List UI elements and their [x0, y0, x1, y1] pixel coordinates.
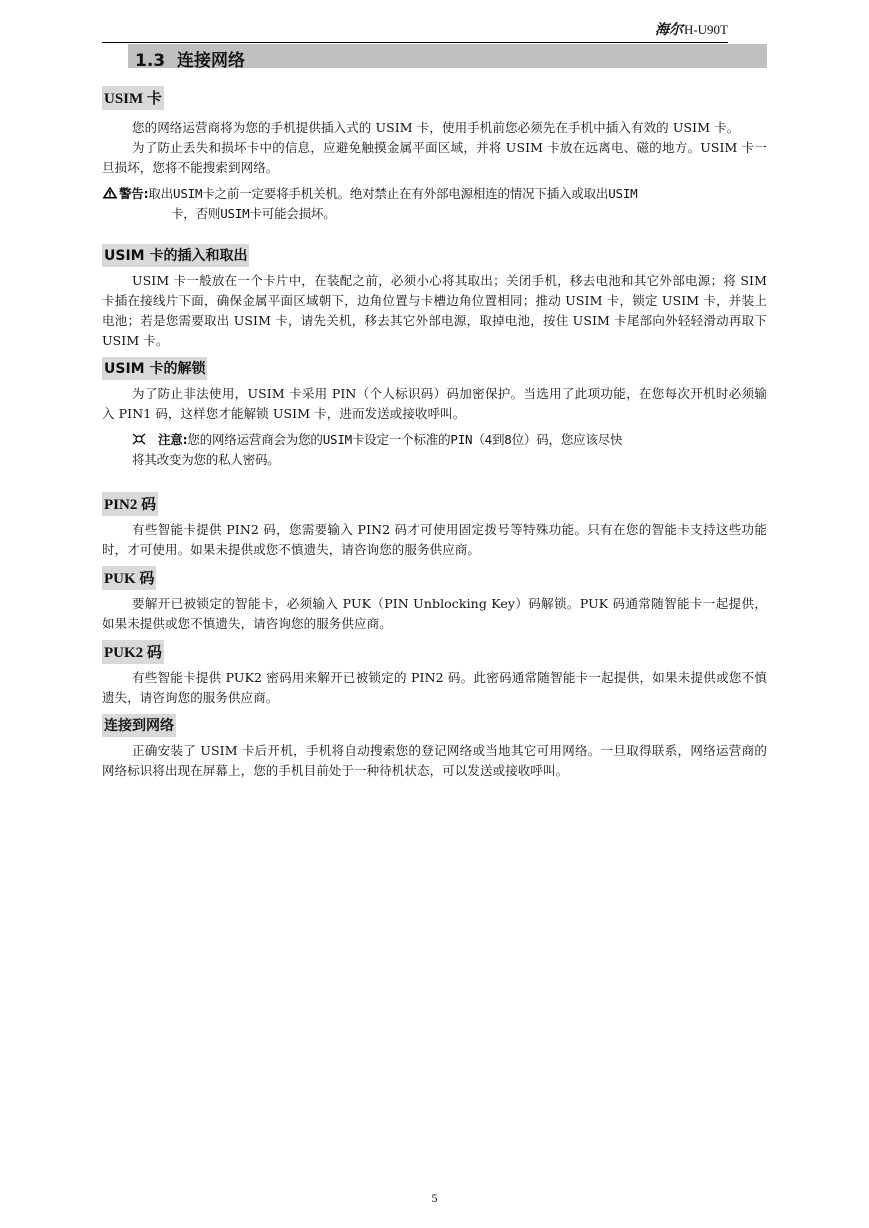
puk2-section — [102, 640, 767, 708]
pin2-section — [102, 492, 767, 560]
pin2-heading: PIN2 码 — [102, 492, 158, 516]
page-content — [102, 86, 767, 781]
attention-label: 注意: — [158, 432, 188, 447]
connect-section — [102, 714, 767, 781]
usim-section — [102, 86, 767, 224]
puk-heading: PUK 码 — [102, 566, 156, 590]
connect-heading: 连接到网络 — [102, 714, 176, 737]
pin2-paragraph: 有些智能卡提供 PIN2 码，您需要输入 PIN2 码才可使用固定拨号等特殊功能。只有在您的智能卡支持这些功能时，才可使用。如果未提供或您不慎遗失，请咨询您的服务供应商。 — [102, 522, 767, 557]
note-icon — [132, 433, 146, 445]
usim-paragraph-1: 您的网络运营商将为您的手机提供插入式的 USIM 卡，使用手机前您必须先在手机中插入有效的 USIM 卡。 — [132, 120, 740, 135]
section-title-text: 连接网络 — [176, 51, 245, 71]
warning-text-line-1: 取出USIM卡之前一定要将手机关机。绝对禁止在有外部电源相连的情况下插入或取出USIM — [148, 186, 638, 201]
page-header — [102, 18, 728, 43]
model-name: H-U90T — [683, 22, 728, 37]
warning-label: 警告: — [119, 186, 149, 201]
puk-section — [102, 566, 767, 634]
unlock-section — [102, 357, 767, 470]
insert-section — [102, 244, 767, 351]
unlock-heading: USIM 卡的解锁 — [102, 357, 207, 380]
header-brand — [655, 19, 728, 39]
unlock-paragraph: 为了防止非法使用，USIM 卡采用 PIN（个人标识码）码加密保护。当选用了此项功能，在您每次开机时必须输入 PIN1 码，这样您才能解锁 USIM 卡，进而发送或接收呼叫。 — [102, 386, 767, 421]
puk2-paragraph: 有些智能卡提供 PUK2 密码用来解开已被锁定的 PIN2 码。此密码通常随智能卡一起提供，如果未提供或您不慎遗失，请咨询您的服务供应商。 — [102, 670, 767, 705]
warning-note — [102, 184, 767, 224]
attention-text-line-2: 将其改变为您的私人密码。 — [132, 452, 280, 467]
section-number: 1.3 — [135, 51, 166, 71]
section-title-bar — [128, 44, 767, 71]
puk2-heading: PUK2 码 — [102, 640, 164, 664]
section-title — [135, 46, 245, 71]
puk-paragraph: 要解开已被锁定的智能卡，必须输入 PUK（PIN Unblocking Key）码解锁。PUK 码通常随智能卡一起提供，如果未提供或您不慎遗失，请咨询您的服务供应商。 — [102, 596, 767, 631]
warning-text-line-2: 卡，否则USIM卡可能会损坏。 — [171, 206, 336, 221]
insert-heading: USIM 卡的插入和取出 — [102, 244, 249, 267]
attention-note — [102, 430, 767, 470]
attention-text-line-1: 您的网络运营商会为您的USIM卡设定一个标准的PIN（4到8位）码，您应该尽快 — [187, 432, 623, 447]
page-number: 5 — [431, 1191, 438, 1205]
insert-paragraph: USIM 卡一般放在一个卡片中，在装配之前，必须小心将其取出；关闭手机，移去电池和其它外部电源；将 SIM 卡插在接线片下面，确保金属平面区域朝下，边角位置与卡槽边角位置相同；推动 USIM 卡，锁定 USIM 卡，并装上电池；若是您需要取出 USIM 卡，请先关机，移去其它外部电源，取掉电池，按住 USIM 卡尾部向外轻轻滑动再取下 USIM 卡。 — [102, 273, 767, 348]
usim-heading: USIM 卡 — [102, 86, 164, 110]
connect-paragraph: 正确安装了 USIM 卡后开机，手机将自动搜索您的登记网络或当地其它可用网络。一旦取得联系，网络运营商的网络标识将出现在屏幕上，您的手机目前处于一种待机状态，可以发送或接收呼叫。 — [102, 743, 767, 778]
warning-icon — [102, 186, 118, 199]
usim-paragraph-2: 为了防止丢失和损坏卡中的信息，应避免触摸金属平面区域，并将 USIM 卡放在远离电、磁的地方。USIM 卡一旦损坏，您将不能搜索到网络。 — [102, 140, 767, 175]
brand-logo: 海尔 — [654, 23, 683, 38]
